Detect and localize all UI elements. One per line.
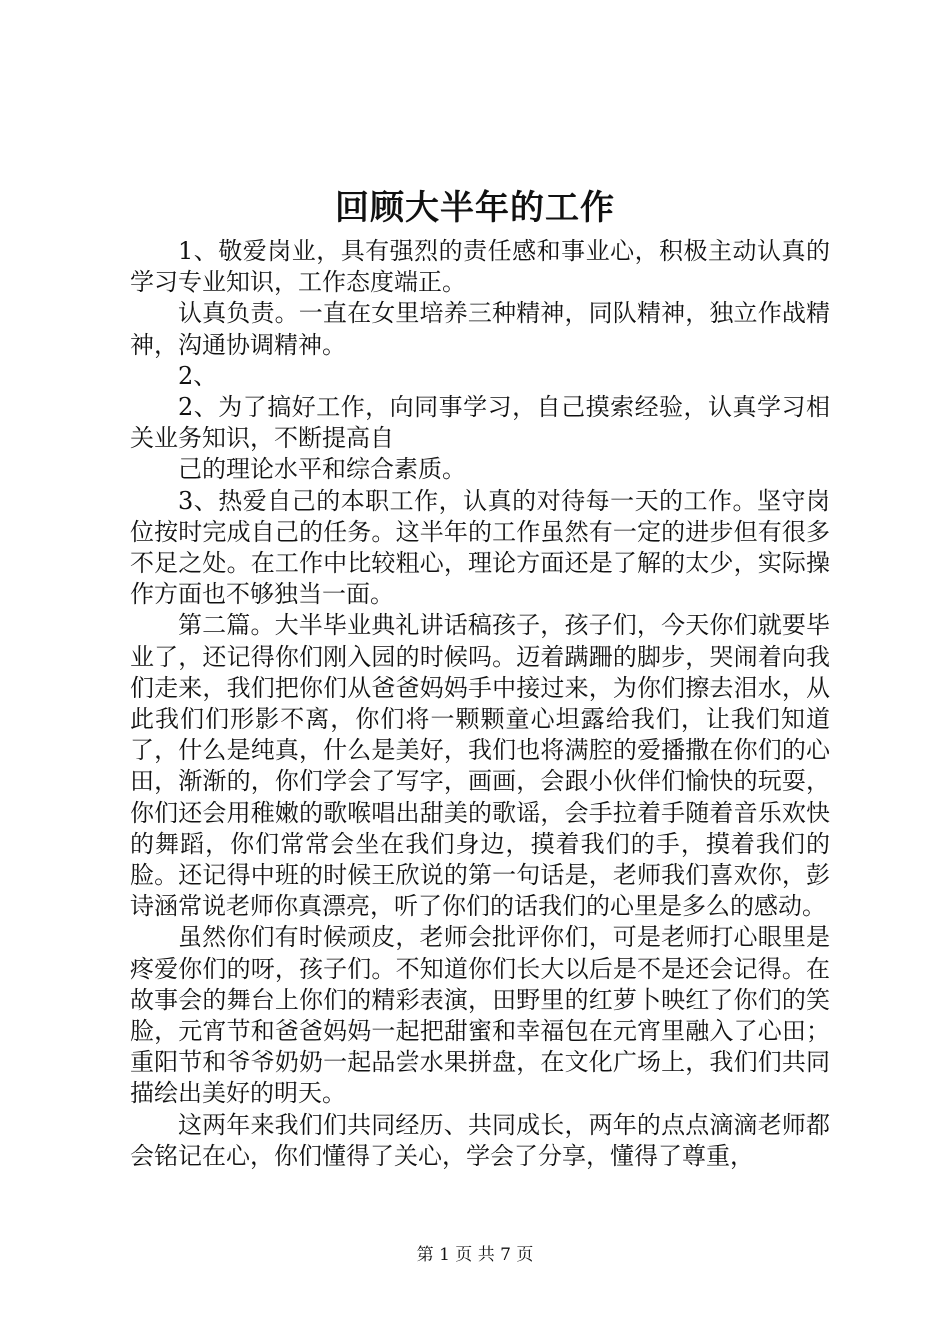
paragraph: 3、热爱自己的本职工作，认真的对待每一天的工作。坚守岗位按时完成自己的任务。这半年的工作虽然有一定的进步但有很多不足之处。在工作中比较粗心，理论方面还是了解的太少，实际操作方面也不够独当一面。 [130,486,830,609]
paragraph: 1、敬爱岗业，具有强烈的责任感和事业心，积极主动认真的学习专业知识，工作态度端正。 [130,237,830,297]
document-title: 回顾大半年的工作 [335,188,615,228]
paragraph: 第二篇。大半毕业典礼讲话稿孩子，孩子们，今天你们就要毕业了，还记得你们刚入园的时候吗。迈着蹒跚的脚步，哭闹着向我们走来，我们把你们从爸爸妈妈手中接过来，为你们擦去泪水，从此我们们形影不离，你们将一颗颗童心坦露给我们，让我们知道了，什么是纯真，什么是美好，我们也将满腔的爱播撒在你们的心田，渐渐的，你们学会了写字，画画，会跟小伙伴们愉快的玩耍，你们还会用稚嫩的歌喉唱出甜美的歌谣，会手拉着手随着音乐欢快的舞蹈，你们常常会坐在我们身边，摸着我们的手，摸着我们的脸。还记得中班的时候王欣说的第一句话是，老师我们喜欢你，彭诗涵常说老师你真漂亮，听了你们的话我们的心里是多么的感动。 [130,611,830,921]
document-body [130,236,830,1172]
paragraph: 2、 [178,361,218,390]
paragraph: 虽然你们有时候顽皮，老师会批评你们，可是老师打心眼里是疼爱你们的呀，孩子们。不知道你们长大以后是不是还会记得。在故事会的舞台上你们的精彩表演，田野里的红萝卜映红了你们的笑脸，元宵节和爸爸妈妈一起把甜蜜和幸福包在元宵里融入了心田；重阳节和爷爷奶奶一起品尝水果拼盘，在文化广场上，我们们共同描绘出美好的明天。 [130,923,830,1108]
paragraph: 己的理论水平和综合素质。 [178,455,466,484]
page-number-footer: 第 1 页 共 7 页 [416,1245,534,1265]
paragraph: 这两年来我们们共同经历、共同成长，两年的点点滴滴老师都会铭记在心，你们懂得了关心，学会了分享，懂得了尊重， [130,1110,830,1170]
paragraph: 2、为了搞好工作，向同事学习，自己摸索经验，认真学习相关业务知识，不断提高自 [130,393,830,453]
paragraph: 认真负责。一直在女里培养三种精神，同队精神，独立作战精神，沟通协调精神。 [130,299,830,359]
